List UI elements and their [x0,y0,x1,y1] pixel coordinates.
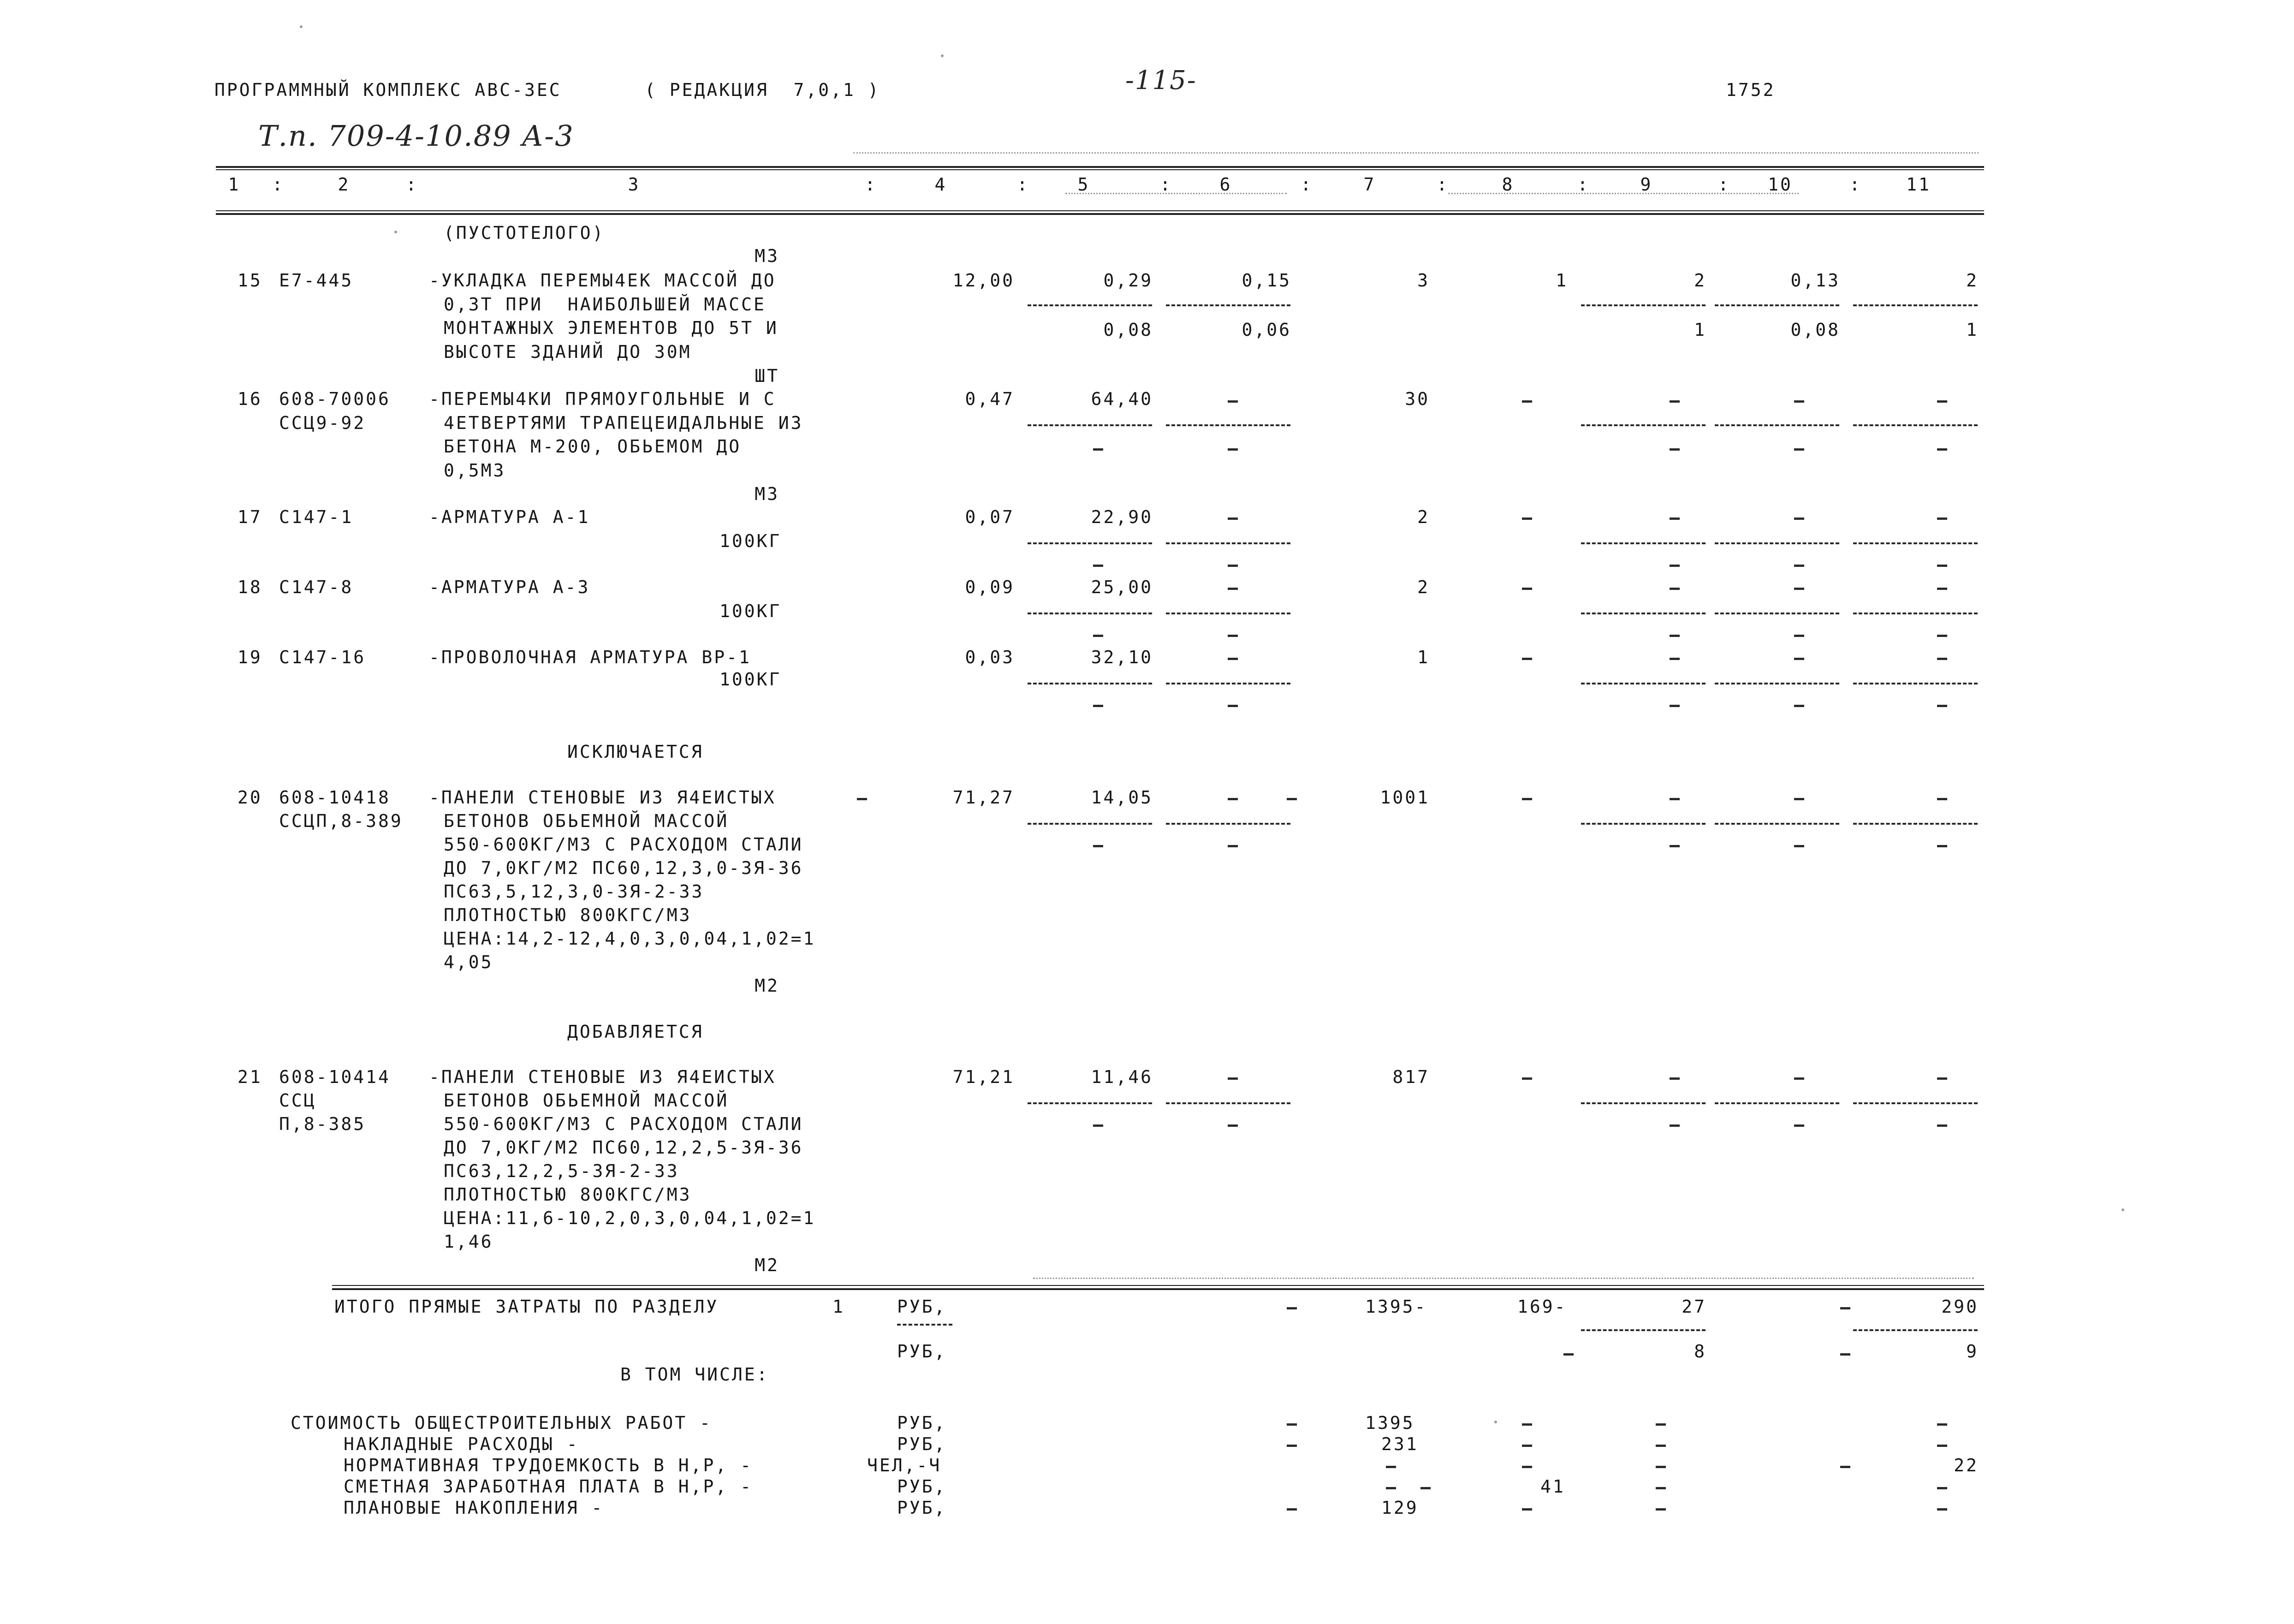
row-21-col4: 71,21 [952,1067,1015,1087]
col-header-1: 1 [228,174,241,195]
empty-value-dash [1670,1124,1680,1127]
row-15-desc-3: МОНТАЖНЫХ ЭЛЕМЕНТОВ ДО 5Т И [444,318,779,338]
empty-value-dash [1937,565,1947,567]
row-19-num: 19 [238,647,262,667]
row-21-desc-5: ПС63,12,2,5-3Я-2-33 [444,1161,679,1181]
row-21-desc-7: ЦЕНА:11,6-10,2,0,3,0,04,1,02=1 [444,1208,816,1228]
row-17-code: С147-1 [279,507,354,527]
col-header-11: 11 [1906,174,1931,195]
fraction-bar [1166,613,1290,614]
row-16-col4: 0,47 [965,389,1015,409]
empty-value-dash [1937,400,1947,403]
empty-value-dash [1093,1124,1103,1127]
empty-value-dash [1228,635,1238,637]
empty-value-dash [1937,1487,1947,1489]
row-20-desc-7: ЦЕНА:14,2-12,4,0,3,0,04,1,02=1 [444,928,816,949]
totals-col11-b: 9 [1966,1341,1979,1362]
empty-value-dash [1287,1445,1297,1447]
row-15-col7: 3 [1417,270,1430,291]
empty-value-dash [1670,588,1680,590]
header-rule [216,210,1984,211]
empty-value-dash [1937,588,1947,590]
breakdown-unit-2: РУБ, [897,1434,947,1454]
empty-value-dash [1386,1466,1396,1468]
fraction-bar [1581,424,1706,426]
empty-value-dash [1228,1077,1238,1080]
row-15-desc-2: 0,3Т ПРИ НАИБОЛЬШЕЙ МАССЕ [444,294,766,315]
row-16-num: 16 [238,389,262,409]
col-header-10: 10 [1768,174,1793,195]
row-20-col5: 14,05 [1091,787,1153,808]
empty-value-dash [1093,635,1103,637]
row-20-desc-8: 4,05 [444,952,493,972]
row-21-unit: М2 [755,1255,779,1275]
empty-value-dash [1670,448,1680,451]
fraction-bar [1715,823,1839,825]
empty-value-dash [1522,1508,1532,1511]
row-20-col4: 71,27 [952,787,1015,808]
breakdown-col8-4: 41 [1540,1476,1565,1497]
empty-value-dash [1228,588,1238,590]
col-header-9: 9 [1640,174,1653,195]
fraction-bar [1715,304,1839,306]
totals-col9: 27 [1682,1297,1706,1317]
fraction-bar [1028,304,1152,306]
row-15-col10: 0,13 [1790,270,1840,291]
row-20-col7: 1001 [1380,787,1430,808]
empty-value-dash [1522,518,1532,520]
empty-value-dash [1228,658,1238,660]
fraction-bar [1166,823,1290,825]
empty-value-dash [1937,798,1947,800]
including-label: В ТОМ ЧИСЛЕ: [620,1364,769,1385]
row-15-desc-4: ВЫСОТЕ ЗДАНИЙ ДО 30М [444,342,692,362]
breakdown-col7-1: 1395 [1365,1413,1415,1433]
excluded-label: ИСКЛЮЧАЕТСЯ [567,742,704,762]
breakdown-unit-5: РУБ, [897,1498,947,1518]
totals-unit-2: РУБ, [897,1341,947,1362]
fraction-bar [1853,304,1978,306]
empty-value-dash [1794,518,1804,520]
fraction-bar [1581,683,1706,684]
empty-value-dash [1670,400,1680,403]
col-separator: : [1160,174,1172,195]
guide-dots [1065,193,1287,194]
row-15-col11: 2 [1966,270,1979,291]
empty-value-dash [1670,798,1680,800]
row-21-code-1: 608-10414 [279,1067,391,1087]
totals-label: ИТОГО ПРЯМЫЕ ЗАТРАТЫ ПО РАЗДЕЛУ [334,1297,719,1317]
empty-value-dash [1840,1466,1850,1468]
empty-value-dash [1794,705,1804,707]
scan-speck [1494,1421,1497,1423]
empty-value-dash [1522,588,1532,590]
totals-rule [332,1285,1984,1286]
empty-value-dash [1522,798,1532,800]
row-15-unit: ШТ [755,366,779,386]
guide-dots [853,152,1979,154]
fraction-bar [1853,683,1978,684]
row-16-desc-2: 4ЕТВЕРТЯМИ ТРАПЕЦЕИДАЛЬНЫЕ ИЗ [444,413,803,433]
row-17-col5: 22,90 [1091,507,1153,527]
empty-value-dash [1522,1077,1532,1080]
row-20-desc-5: ПС63,5,12,3,0-3Я-2-33 [444,881,704,902]
guide-dots [1033,1278,1974,1279]
row-19-code: С147-16 [279,647,366,667]
totals-unit: РУБ, [897,1297,947,1317]
fraction-bar [1581,304,1706,306]
fraction-bar [1853,613,1978,614]
fraction-bar [1028,683,1152,684]
totals-col7: 1395- [1365,1297,1427,1317]
table-top-rule-2 [216,169,1984,170]
row-21-desc-8: 1,46 [444,1231,493,1252]
fraction-bar [1581,1102,1706,1104]
fraction-bar [1715,613,1839,614]
empty-value-dash [1670,705,1680,707]
row-21-desc-2: БЕТОНОВ ОБЬЕМНОЙ МАССОЙ [444,1090,729,1111]
row-18-unit: 100КГ [719,601,782,621]
col-header-4: 4 [934,174,947,195]
empty-value-dash [1840,1353,1850,1356]
breakdown-label-1: СТОИМОСТЬ ОБЩЕСТРОИТЕЛЬНЫХ РАБОТ - [291,1413,712,1433]
empty-value-dash [1420,1487,1431,1489]
col-separator: : [272,174,285,195]
empty-value-dash [1563,1353,1574,1356]
row-20-num: 20 [238,787,262,808]
row-20-desc-1: -ПАНЕЛИ СТЕНОВЫЕ ИЗ Я4ЕИСТЫХ [429,787,776,808]
empty-value-dash [1670,518,1680,520]
col-header-8: 8 [1502,174,1515,195]
fraction-bar [1028,424,1152,426]
row-16-unit: М3 [755,484,779,504]
row-21-code-3: П,8-385 [279,1114,366,1134]
row-16-col5: 64,40 [1091,389,1153,409]
fraction-bar [1853,424,1978,426]
fraction-bar [1715,683,1839,684]
fraction-bar [1715,424,1839,426]
row-15-col11-b: 1 [1966,320,1979,340]
row-15-col5-b: 0,08 [1103,320,1153,340]
empty-value-dash [1656,1445,1666,1447]
empty-value-dash [1670,1077,1680,1080]
row-20-unit: М2 [755,976,779,996]
row-18-col7: 2 [1417,577,1430,597]
col-header-7: 7 [1363,174,1376,195]
breakdown-col7-2: 231 [1381,1434,1419,1454]
fraction-bar [1028,613,1152,614]
col-separator: : [1577,174,1590,195]
empty-value-dash [1228,518,1238,520]
row-21-col7: 817 [1392,1067,1430,1087]
row-16-code-1: 608-70006 [279,389,391,409]
empty-value-dash [1228,798,1238,800]
row-15-col5: 0,29 [1103,270,1153,291]
row-20-code-2: ССЦП,8-389 [279,811,403,831]
edition-label: ( РЕДАКЦИЯ 7,0,1 ) [645,80,880,100]
col-separator: : [406,174,418,195]
empty-value-dash [1656,1487,1666,1489]
empty-value-dash [1670,658,1680,660]
empty-value-dash [1794,1124,1804,1127]
empty-value-dash [1656,1423,1666,1426]
page-marker: -115- [1125,65,1197,95]
empty-value-dash [1937,845,1947,847]
empty-value-dash [1937,448,1947,451]
col-separator: : [1437,174,1449,195]
empty-value-dash [1794,798,1804,800]
empty-value-dash [1937,1508,1947,1511]
empty-value-dash [1522,1423,1532,1426]
empty-value-dash [1228,1124,1238,1127]
row-15-col8: 1 [1556,270,1568,291]
row-20-desc-4: ДО 7,0КГ/М2 ПС60,12,3,0-3Я-36 [444,858,803,878]
totals-col11: 290 [1941,1297,1979,1317]
row-14-unit: М3 [755,246,779,266]
fraction-bar [1166,424,1290,426]
empty-value-dash [1656,1466,1666,1468]
row-20-desc-3: 550-600КГ/М3 С РАСХОДОМ СТАЛИ [444,834,803,855]
row-15-col6-b: 0,06 [1242,320,1291,340]
empty-value-dash [1794,658,1804,660]
empty-value-dash [1522,400,1532,403]
row-19-desc: -ПРОВОЛОЧНАЯ АРМАТУРА ВР-1 [429,647,751,667]
fraction-bar [1853,1329,1978,1331]
empty-value-dash [1228,705,1238,707]
empty-value-dash [1093,565,1103,567]
fraction-bar [1853,542,1978,544]
empty-value-dash [1937,1423,1947,1426]
fraction-bar [1715,1102,1839,1104]
row-15-col10-b: 0,08 [1790,320,1840,340]
empty-value-dash [1522,658,1532,660]
breakdown-label-3: НОРМАТИВНАЯ ТРУДОЕМКОСТЬ В Н,Р, - [344,1455,753,1475]
totals-section: 1 [832,1297,845,1317]
empty-value-dash [1937,1124,1947,1127]
row-19-col4: 0,03 [965,647,1015,667]
fraction-bar [1581,542,1706,544]
row-19-unit: 100КГ [719,669,782,690]
handwritten-reference: Т.п. 709-4-10.89 А-3 [258,119,574,153]
sheet-number: 1752 [1726,80,1776,100]
fraction-bar [1166,683,1290,684]
empty-value-dash [1794,1077,1804,1080]
breakdown-label-5: ПЛАНОВЫЕ НАКОПЛЕНИЯ - [344,1498,604,1518]
row-18-desc: -АРМАТУРА А-3 [429,577,590,597]
empty-value-dash [1093,845,1103,847]
empty-value-dash [1228,400,1238,403]
row-20-desc-6: ПЛОТНОСТЬЮ 800КГС/М3 [444,905,692,925]
totals-col8: 169- [1517,1297,1567,1317]
scan-speck [941,54,944,57]
totals-col9-b: 8 [1694,1341,1706,1362]
empty-value-dash [1093,448,1103,451]
row-15-col4: 12,00 [952,270,1015,291]
row-14-desc: (ПУСТОТЕЛОГО) [444,223,605,243]
row-21-desc-4: ДО 7,0КГ/М2 ПС60,12,2,5-3Я-36 [444,1137,803,1158]
empty-value-dash [1228,565,1238,567]
row-16-code-2: ССЦ9-92 [279,413,366,433]
empty-value-dash [1522,1466,1532,1468]
empty-value-dash [1937,1077,1947,1080]
fraction-bar [1853,823,1978,825]
col-separator: : [1301,174,1313,195]
row-15-code: Е7-445 [279,270,354,291]
fraction-bar [1028,542,1152,544]
row-19-col5: 32,10 [1091,647,1153,667]
row-16-desc-1: -ПЕРЕМЫ4КИ ПРЯМОУГОЛЬНЫЕ И С [429,389,776,409]
totals-rule-2 [332,1288,1984,1290]
empty-value-dash [1794,565,1804,567]
guide-dots [1448,193,1799,194]
empty-value-dash [1228,845,1238,847]
empty-value-dash [1794,845,1804,847]
row-18-col4: 0,09 [965,577,1015,597]
empty-value-dash [1287,1508,1297,1511]
empty-value-dash [1937,705,1947,707]
breakdown-label-4: СМЕТНАЯ ЗАРАБОТНАЯ ПЛАТА В Н,Р, - [344,1476,753,1497]
row-21-desc-3: 550-600КГ/М3 С РАСХОДОМ СТАЛИ [444,1114,803,1134]
empty-value-dash [1093,705,1103,707]
row-17-col7: 2 [1417,507,1430,527]
empty-value-dash [1794,448,1804,451]
col-header-5: 5 [1077,174,1090,195]
row-15-col6: 0,15 [1242,270,1291,291]
row-18-code: С147-8 [279,577,354,597]
breakdown-label-2: НАКЛАДНЫЕ РАСХОДЫ - [344,1434,579,1454]
empty-value-dash [1937,635,1947,637]
empty-value-dash [1937,518,1947,520]
fraction-bar [1166,1102,1290,1104]
row-18-num: 18 [238,577,262,597]
empty-value-dash [1386,1487,1396,1489]
row-17-num: 17 [238,507,262,527]
fraction-bar [897,1324,952,1326]
fraction-bar [1581,613,1706,614]
breakdown-unit-3: ЧЕЛ,-Ч [867,1455,942,1475]
row-21-desc-1: -ПАНЕЛИ СТЕНОВЫЕ ИЗ Я4ЕИСТЫХ [429,1067,776,1087]
scan-speck [394,231,397,233]
row-19-col7: 1 [1417,647,1430,667]
empty-value-dash [1287,798,1297,800]
breakdown-unit-1: РУБ, [897,1413,947,1433]
fraction-bar [1853,1102,1978,1104]
table-top-rule [216,166,1984,168]
breakdown-col11-3: 22 [1954,1455,1979,1475]
empty-value-dash [1794,588,1804,590]
row-16-col7: 30 [1405,389,1430,409]
program-title: ПРОГРАММНЫЙ КОМПЛЕКС АВС-3ЕС [214,80,562,100]
row-15-col9: 2 [1694,270,1706,291]
header-rule-2 [216,213,1984,215]
row-16-desc-3: БЕТОНА М-200, ОБЬЕМОМ ДО [444,436,742,457]
breakdown-col7-5: 129 [1381,1498,1419,1518]
row-15-col9-b: 1 [1694,320,1706,340]
empty-value-dash [1670,635,1680,637]
empty-value-dash [1937,1445,1947,1447]
row-21-num: 21 [238,1067,262,1087]
empty-value-dash [1670,565,1680,567]
empty-value-dash [1522,1445,1532,1447]
empty-value-dash [1794,400,1804,403]
empty-value-dash [1287,1307,1297,1309]
empty-value-dash [1937,658,1947,660]
fraction-bar [1581,823,1706,825]
col-separator: : [1849,174,1862,195]
row-17-unit: 100КГ [719,531,782,551]
scan-speck [2122,1208,2124,1211]
empty-value-dash [1228,448,1238,451]
empty-value-dash [1794,635,1804,637]
empty-value-dash [857,798,867,800]
row-15-desc-1: -УКЛАДКА ПЕРЕМЫ4ЕК МАССОЙ ДО [429,270,776,291]
row-16-desc-4: 0,5М3 [444,460,506,481]
fraction-bar [1715,542,1839,544]
col-header-3: 3 [628,174,641,195]
row-20-code-1: 608-10418 [279,787,391,808]
row-21-col5: 11,46 [1091,1067,1153,1087]
row-21-desc-6: ПЛОТНОСТЬЮ 800КГС/М3 [444,1184,692,1205]
row-18-col5: 25,00 [1091,577,1153,597]
col-separator: : [1718,174,1730,195]
scan-speck [300,25,303,28]
col-separator: : [1017,174,1029,195]
empty-value-dash [1287,1423,1297,1426]
row-21-code-2: ССЦ [279,1090,316,1111]
row-20-desc-2: БЕТОНОВ ОБЬЕМНОЙ МАССОЙ [444,811,729,831]
fraction-bar [1028,823,1152,825]
row-17-desc: -АРМАТУРА А-1 [429,507,590,527]
row-15-num: 15 [238,270,262,291]
col-header-6: 6 [1219,174,1232,195]
added-label: ДОБАВЛЯЕТСЯ [567,1022,704,1042]
col-header-2: 2 [338,174,351,195]
col-separator: : [865,174,877,195]
empty-value-dash [1670,845,1680,847]
fraction-bar [1028,1102,1152,1104]
empty-value-dash [1656,1508,1666,1511]
breakdown-unit-4: РУБ, [897,1476,947,1497]
fraction-bar [1581,1329,1706,1331]
fraction-bar [1166,542,1290,544]
row-17-col4: 0,07 [965,507,1015,527]
empty-value-dash [1840,1307,1850,1309]
fraction-bar [1166,304,1290,306]
